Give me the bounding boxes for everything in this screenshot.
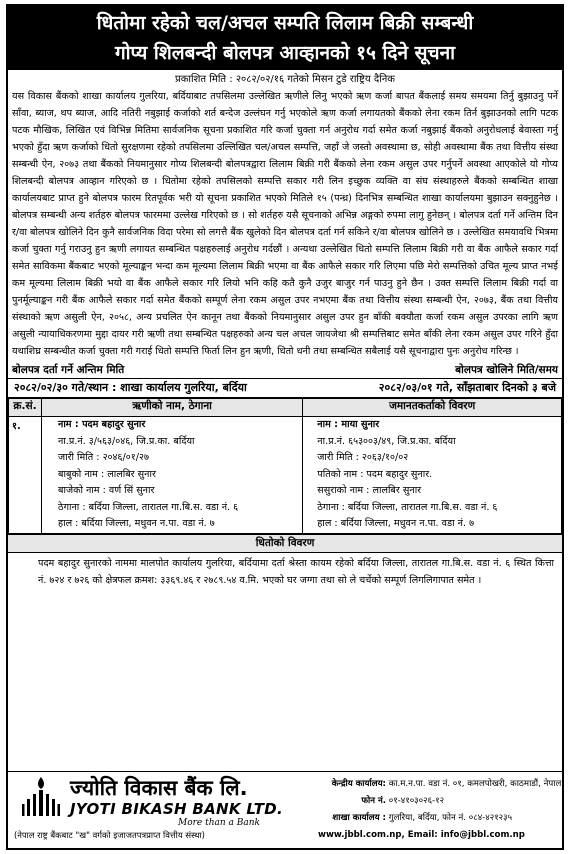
row-sn: १. — [9, 417, 42, 534]
bid-last-date: २०८२/०२/३० गते/स्थान : शाखा कार्यालय गुलरिया, बर्दिया — [14, 381, 247, 394]
web-line — [270, 827, 562, 844]
bid-dates — [8, 378, 562, 398]
head-phone-label: फोन नं. — [361, 796, 386, 806]
borrower-details — [42, 417, 303, 534]
borrower-father: बाबुको नाम : लालबिर सुनार — [58, 468, 156, 480]
head-office-label: केन्द्रीय कार्यालय: — [331, 779, 386, 789]
borrower-citizenship: ना.प्र.नं. ३/५६३/०४६, जि.प्र.का. बर्दिया — [58, 435, 195, 447]
borrower-grandfather: बाजेको नाम : वर्ण सिं सुनार — [58, 485, 155, 496]
footer — [8, 771, 562, 848]
notice-title — [8, 6, 562, 70]
bid-open-date: २०८२/०३/०१ गते, साँझताबार दिनको ३ बजे — [378, 381, 556, 394]
bank-tagline: More than a Bank — [178, 818, 261, 828]
title-line-2: गोप्य शिलबन्दी बोलपत्र आव्हानको १५ दिने सूचना — [114, 42, 456, 64]
head-office-address: का.म.न.पा. वडा नं. ०१, कमलपोखरी, काठमाडौं, नेपाल — [388, 779, 562, 789]
guarantor-current-address: हाल : बर्दिया जिल्ला, मधुवन न.पा. वडा नं. ७ — [317, 518, 475, 529]
table-row — [9, 417, 562, 534]
bank-name-english: JYOTI BIKASH BANK LTD. — [70, 800, 284, 818]
guarantor-husband: पतिको नाम : पदम बहादुर सुनार. — [317, 468, 433, 480]
bank-name-nepali: ज्योति विकास बैंक लि. — [70, 776, 248, 800]
guarantor-name: नाम : माया सुनार — [317, 419, 380, 430]
table-header-row — [9, 399, 562, 417]
col-borrower: ऋणीको नाम, ठेगाना — [42, 399, 303, 417]
guarantor-issue-date: जारी मिति : २०६३/१०/०२ — [317, 452, 409, 463]
notice-body: यस विकास बैंकको शाखा कार्यालय गुलरिया, बर्दियाबाट तपसिलमा उल्लेखित ऋणीले लिनु भएको ऋण कर्जा बापत बैंकलाई समय समयमा तिर्नु बुझाउनु पर्ने साँवा, ब्याज, थप ब्याज, आदि नतिरी नबुझाई कर्जाको शर्त बन्देज उल्लंघन गर्नु भएकोले ऋण कर्जा लगायतको बैंकको लेना रकम तिर्न बुझाउनको लागि पटक पटक मौखिक, लिखित एवं विभिन्न मितिमा सार्वजनिक सूचना प्रकाशित गरि कर्जा चुक्ता गर्न अनुरोध गर्दा समेत कर्जा नबुझाई बैंकको अनुरोधलाई बेवास्ता गर्नु भएको हुँदा ऋण कर्जाको धितो सुरक्षणमा रहेको तपसिलमा उल्लिखित चल/अचल सम्पत्ति, जहाँ जे जस्तो अवस्थामा छ, सोही अवस्थामा बैंक तथा वित्तीय संस्था सम्बन्धी ऐन, २०७३ तथा बैंकको नियमानुसार गोप्य शिलबन्दी बोलपत्रद्वारा लिलाम बिक्री गरी बैंकको लेना रकम असुल उपर गर्नुपर्ने अवस्था आएकोले यो गोप्य शिलबन्दी बोलपत्र आव्हान गरिएको छ । धितोमा रहेको तपसिलको सम्पत्ति सकार गरी लिन इच्छुक व्यक्ति वा संघ संस्थाहरुले बैंकको सम्बन्धित शाखा कार्यालयबाट प्राप्त हुने बोलपत्र फारम रितपूर्वक भरी यो सूचना प्रकाशित भएको मितिले १५ (पन्ध्र) दिनभित्र सम्बन्धित शाखा कार्यालयमा बुझाउन सक्नुहुनेछ । बोलपत्र सम्बन्धी अन्य शर्तहरु बोलपत्र फारममा उल्लेख गरिएको छ । सो शर्तहरु यसै सूचनाको अभिन्न अङ्गको रुपमा लागु हुनेछन् । बोलपत्र दर्ता गर्ने अन्तिम दिन र/वा बोलपत्र खोलिने दिन कुनै सार्वजनिक विदा परेमा सो लगत्तै बैंक खुलेको दिन बोलपत्र दर्ता गर्न सकिने र/वा बोलपत्र खोलिने छ । उल्लेखित समयावधि भित्रमा कर्जा चुक्ता गर्नु गराउनु हुन ऋणी लगायत सम्बन्धित पक्षहरुलाई अनुरोध गर्दछौं । अन्यथा उल्लेखित धितो सम्पत्ति लिलाम बिक्री गरी वा बैंक आफैले सकार गर्दा समेत साविकमा बैंकबाट भएको मूल्याङ्कन भन्दा कम मूल्यमा लिलाम बिक्री भएमा वा बैंक आफैले सकार गरि लिएमा पछि मेरो सम्पत्तिको उचित मूल्य प्राप्त नभई कम मूल्यमा लिलाम बिक्री भयो वा बैंक आफैले सकार गरि लियो भनि कहि कतै कुनै उजुर बाजुर गर्न पाउनु हुने छैन । उक्त सम्पत्ति लिलाम बिक्री गर्दा वा पुनर्मूल्याङ्कन गरी बैंक आफैले सकार गर्दा समेत बैंकको सम्पूर्ण लेना रकम असुल उपर नभएमा बैंक तथा वित्तीय संस्था सम्बन्धी ऐन, २०७३, बैंक तथा वित्तीय संस्थाको ऋण असुली ऐन, २०५८, अन्य प्रचलित ऐन कानून तथा बैंकको नियमानुसार असुल उपर हुन बाँकी बक्यौता कर्जा रकम असुल उपरका लागि ऋण असुली न्यायाधिकरणमा मुद्दा दायर गरी ऋणी तथा सम्बन्धित पक्षहरुको अन्य चल अचल जायजेथा श्री सम्पत्तिबाट समेत बाँकी लेना रकम असुल उपर गरिने हुँदा यथाशिघ्र सम्बन्धीत कर्जा चुक्ता गरी गराई धितो सम्पत्ति फिर्ता लिन हुन ऋणी, धितो धनी तथा सम्बन्धित सबैलाई यसै सूचनाद्वारा पुनः अनुरोध गरिन्छ । — [12, 91, 558, 357]
collateral-text: पदम बहादुर सुनारको नाममा मालपोत कार्यालय गुलरिया, बर्दियामा दर्ता श्रेस्ता कायम रहेको बर्दिया जिल्ला, तारातल गा.बि.स. वडा नं. ६ स्थित कित्ता नं. ७२४ र ७२६ को क्षेत्रफल क्रमश: ३३६९.४६ र २७८९.५४ व.मि. भएको घर जग्गा तथा सो ले चर्चेको सम्पूर्ण लिगलिगापात समेत । — [38, 557, 554, 586]
branch-info: गुलरिया, बर्दिया, फोन नं. ०८४-४२१२३५ — [388, 813, 513, 823]
borrower-table — [8, 398, 562, 534]
branch-label: शाखा कार्यालय : — [332, 813, 386, 823]
contact-info — [270, 772, 562, 848]
bid-date-labels — [8, 362, 562, 378]
title-line-1: धितोमा रहेको चल/अचल सम्पति लिलाम बिक्री सम्बन्धी — [96, 12, 474, 34]
guarantor-citizenship: ना.प्र.नं. ६५३००३/४९, जि.प्र.का. बर्दिया — [317, 435, 456, 447]
guarantor-father-in-law: ससुराको नाम : लालबिर सुनार — [317, 485, 422, 496]
borrower-name: नाम : पदम बहादुर सुनार — [58, 419, 146, 430]
jyoti-flame-icon — [18, 776, 64, 820]
head-phone-line — [270, 793, 562, 810]
col-guarantor: जमानतकर्ताको विवरण — [303, 399, 562, 417]
website-link[interactable]: www.jbbl.com.np, — [318, 830, 405, 840]
bid-open-label: बोलपत्र खोलिने मिति/समय — [455, 364, 558, 376]
borrower-current-address: हाल : बर्दिया जिल्ला, मधुवन न.पा. वडा नं. ७ — [58, 518, 215, 529]
guarantor-address: ठेगाना : बर्दिया जिल्ला, तारातल गा.बि.स. वडा नं. ६ — [317, 501, 498, 513]
bank-logo — [8, 772, 284, 848]
branch-line — [270, 810, 562, 827]
notice-page — [6, 4, 564, 850]
borrower-issue-date: जारी मिति : २०४६/०१/२७ — [58, 452, 149, 463]
email-link[interactable]: Email: info@jbbl.com.np — [407, 830, 525, 840]
borrower-address: ठेगाना : बर्दिया जिल्ला, तारातल गा.बि.स. वडा नं. ६ — [58, 501, 239, 513]
bid-last-date-label: बोलपत्र दर्ता गर्ने अन्तिम मिति — [12, 364, 125, 376]
published-date: प्रकाशित मिति : २०८२/०२/१६ गतेको मिसन टुडे राष्ट्रिय दैनिक — [175, 74, 395, 85]
head-office-line — [270, 776, 562, 793]
col-sn: क्र.सं. — [9, 399, 42, 417]
guarantor-details — [303, 417, 562, 534]
collateral-heading: धितोको विवरण — [8, 534, 562, 553]
head-phone: ०१-४१०३०२६-१२ — [388, 796, 445, 806]
license-text: (नेपाल राष्ट्र बैंकबाट "ख" वर्गको इजाजतपत्रप्राप्त वित्तीय संस्था) — [14, 830, 205, 840]
